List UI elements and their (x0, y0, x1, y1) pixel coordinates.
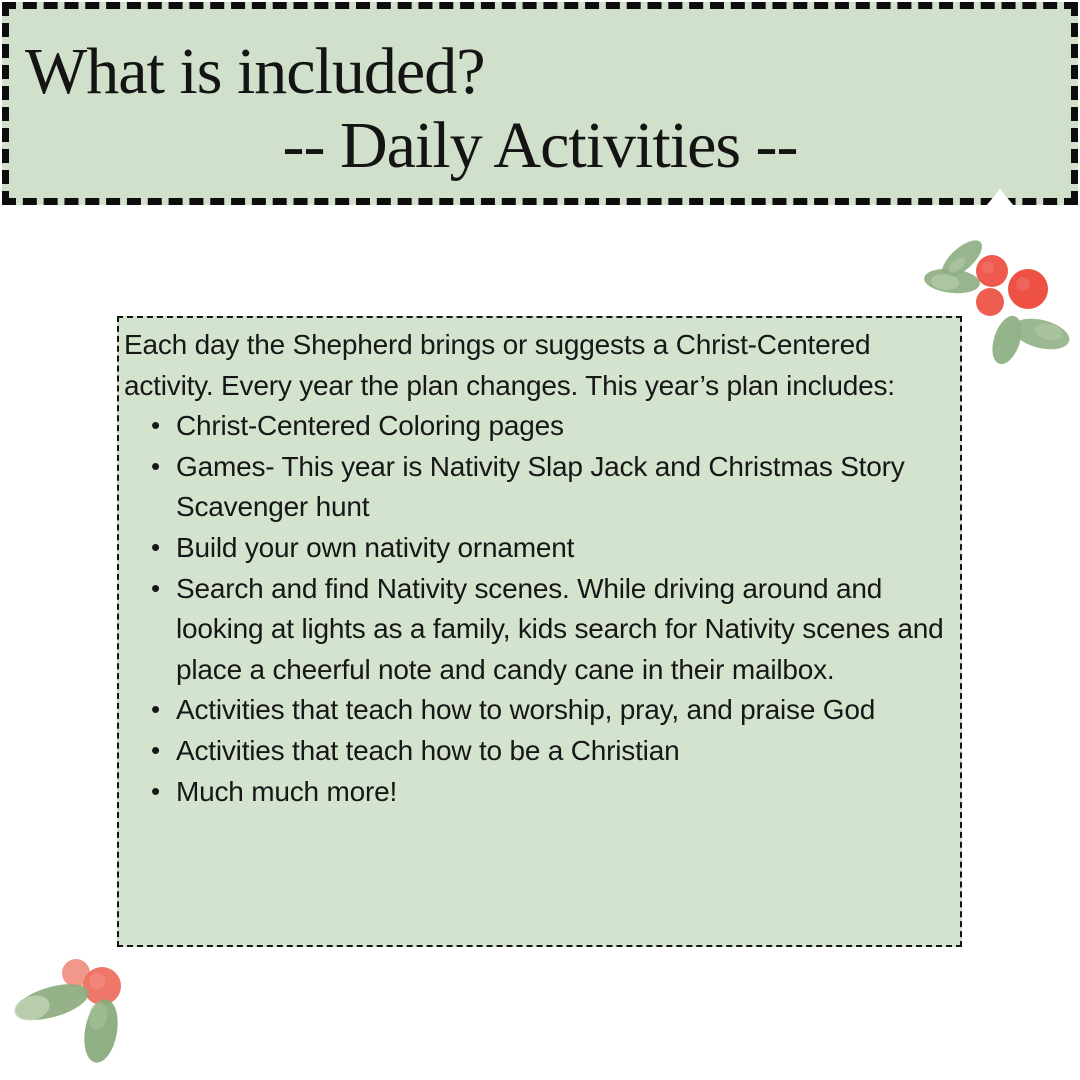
list-item-text: Much much more! (176, 775, 398, 807)
content-box (117, 316, 962, 947)
list-item-text: Activities that teach how to worship, pray, and praise God (176, 694, 876, 726)
list-item (124, 569, 952, 691)
list-item-text: Christ-Centered Coloring pages (176, 410, 564, 442)
holly-berries-icon (10, 948, 135, 1073)
holly-leaves-lower (987, 312, 1073, 367)
header-notch-triangle (986, 189, 1014, 206)
list-item-text: Games- This year is Nativity Slap Jack and Christmas Story Scavenger hunt (176, 450, 905, 523)
list-item (124, 528, 952, 569)
list-item (124, 406, 952, 447)
intro-paragraph: Each day the Shepherd brings or suggests a Christ-Centered activity. Every year the plan changes. This year’s plan includes: (124, 329, 895, 401)
activities-list (124, 406, 952, 812)
list-item (124, 772, 952, 813)
list-item (124, 731, 952, 772)
page-subtitle: -- Daily Activities -- (282, 109, 798, 182)
list-item (124, 447, 952, 528)
holly-berries (976, 255, 1048, 316)
list-item (124, 690, 952, 731)
list-item-text: Search and find Nativity scenes. While driving around and looking at lights as a family, kids search for Nativity scenes and place a cheerful note and candy cane in their mailbox. (176, 572, 944, 685)
header-banner (2, 2, 1078, 205)
list-item-text: Build your own nativity ornament (176, 531, 575, 563)
list-item-text: Activities that teach how to be a Christian (176, 734, 680, 766)
page-title: What is included? (25, 35, 485, 108)
